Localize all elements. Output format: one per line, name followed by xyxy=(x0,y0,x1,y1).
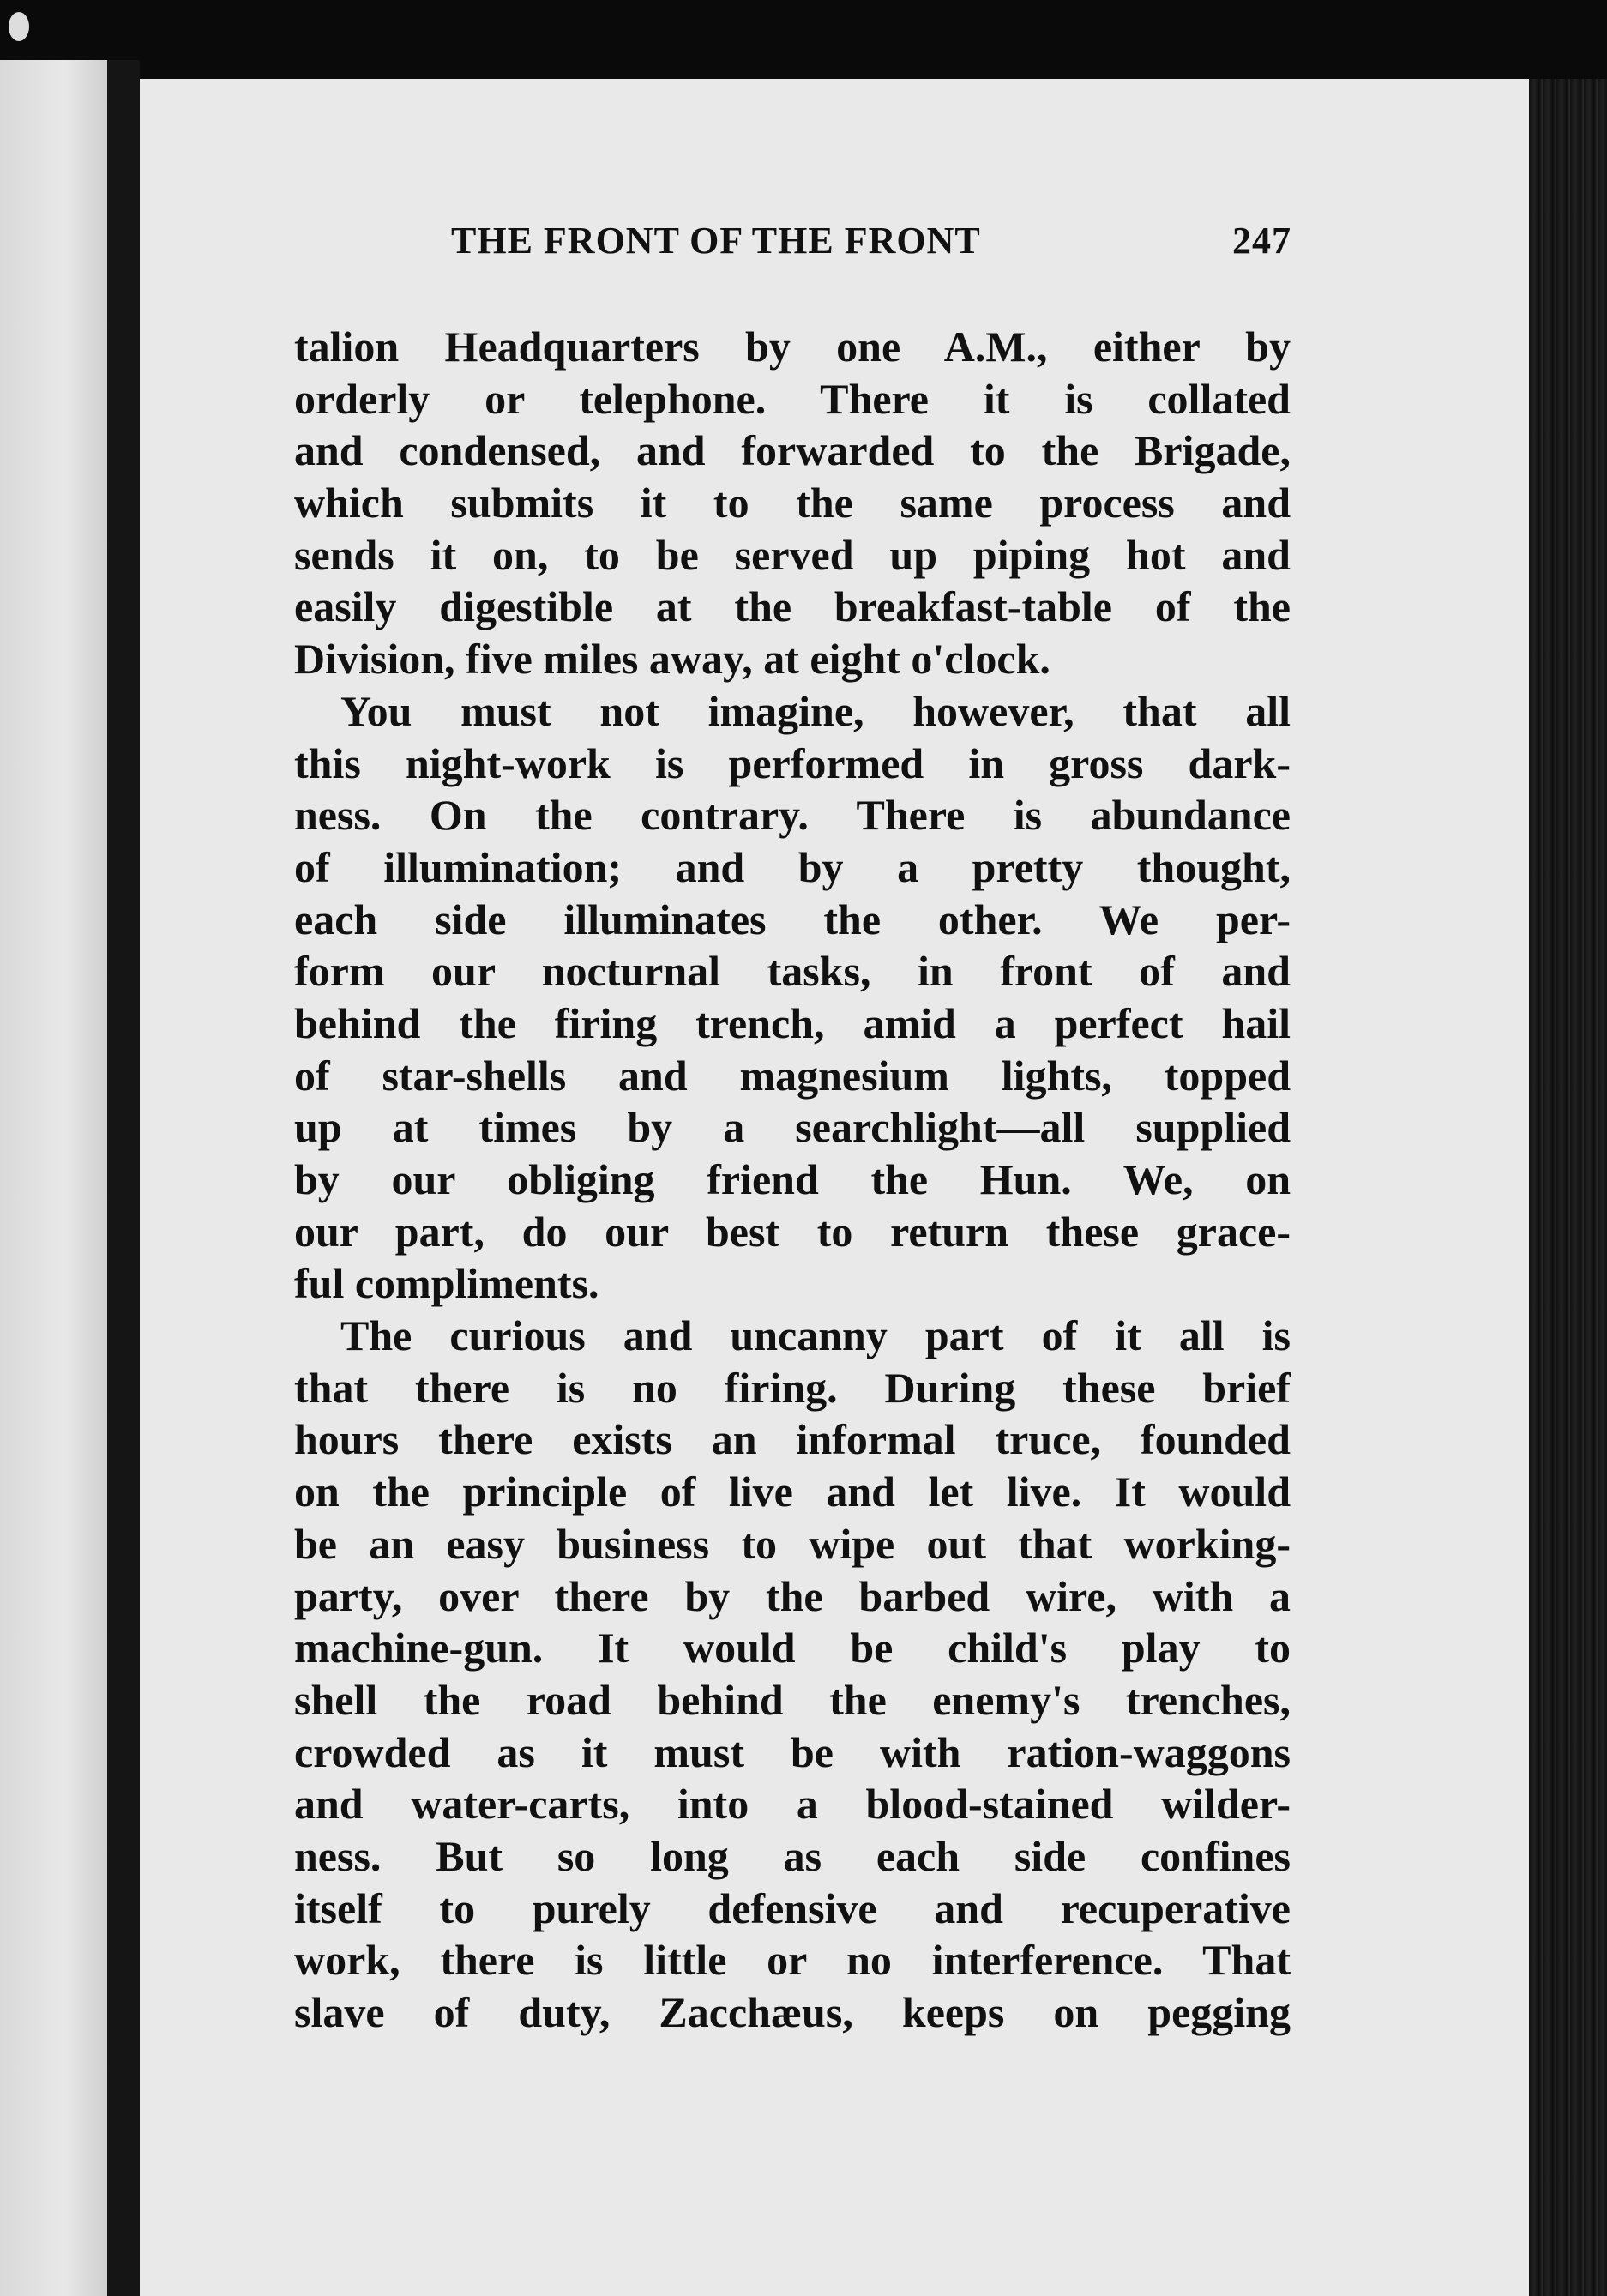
text-line: party, over there by the barbed wire, with a xyxy=(294,1571,1291,1620)
scan-border-right xyxy=(1529,79,1607,2296)
text-line: and condensed, and forwarded to the Brigade, xyxy=(294,426,1291,475)
text-line: ness. But so long as each side confines xyxy=(294,1831,1291,1880)
text-line: and water-carts, into a blood-stained wilder- xyxy=(294,1780,1291,1829)
text-line: itself to purely defensive and recuperative xyxy=(294,1883,1291,1932)
page-number: 247 xyxy=(1232,220,1291,262)
text-line: The curious and uncanny part of it all is xyxy=(340,1311,1291,1360)
page-header xyxy=(451,219,1291,270)
paragraph xyxy=(294,321,1291,685)
text-line: orderly or telephone. There it is collated xyxy=(294,374,1291,423)
text-line: sends it on, to be served up piping hot and xyxy=(294,530,1291,579)
text-line: form our nocturnal tasks, in front of and xyxy=(294,947,1291,996)
text-line: shell the road behind the enemy's trenches, xyxy=(294,1675,1291,1724)
paragraph xyxy=(294,1310,1291,2039)
text-line: work, there is little or no interference. That xyxy=(294,1936,1291,1985)
text-line: talion Headquarters by one A.M., either by xyxy=(294,322,1291,371)
text-line: ness. On the contrary. There is abundance xyxy=(294,791,1291,840)
text-line: each side illuminates the other. We per- xyxy=(294,895,1291,943)
text-line: that there is no firing. During these brief xyxy=(294,1363,1291,1412)
body-text xyxy=(294,321,1291,2039)
text-line: by our obliging friend the Hun. We, on xyxy=(294,1155,1291,1203)
text-line: easily digestible at the breakfast-table of the xyxy=(294,582,1291,631)
text-line: ful compliments. xyxy=(294,1259,599,1308)
text-line: machine-gun. It would be child's play to xyxy=(294,1624,1291,1672)
text-line: on the principle of live and let live. It would xyxy=(294,1467,1291,1516)
text-line: this night-work is performed in gross dark- xyxy=(294,738,1291,787)
text-line: hours there exists an informal truce, founded xyxy=(294,1415,1291,1464)
text-line: behind the firing trench, amid a perfect hail xyxy=(294,998,1291,1047)
facing-page-edge xyxy=(0,60,107,2296)
scan-speck xyxy=(9,12,29,41)
text-line: which submits it to the same process and xyxy=(294,479,1291,527)
text-line: of illumination; and by a pretty thought, xyxy=(294,842,1291,891)
text-line: You must not imagine, however, that all xyxy=(340,686,1291,735)
text-line: crowded as it must be with ration-waggons xyxy=(294,1727,1291,1776)
text-line: slave of duty, Zacchæus, keeps on pegging xyxy=(294,1988,1291,2036)
text-line: of star-shells and magnesium lights, topped xyxy=(294,1051,1291,1100)
paragraph xyxy=(294,685,1291,1310)
text-line: be an easy business to wipe out that working- xyxy=(294,1519,1291,1568)
text-line: our part, do our best to return these grace- xyxy=(294,1207,1291,1256)
text-line: up at times by a searchlight—all supplied xyxy=(294,1103,1291,1152)
book-spine-shadow xyxy=(107,60,140,2296)
text-line: Division, five miles away, at eight o'clock. xyxy=(294,635,1050,684)
scan-border-top xyxy=(0,0,1607,81)
running-head: THE FRONT OF THE FRONT xyxy=(451,220,981,262)
